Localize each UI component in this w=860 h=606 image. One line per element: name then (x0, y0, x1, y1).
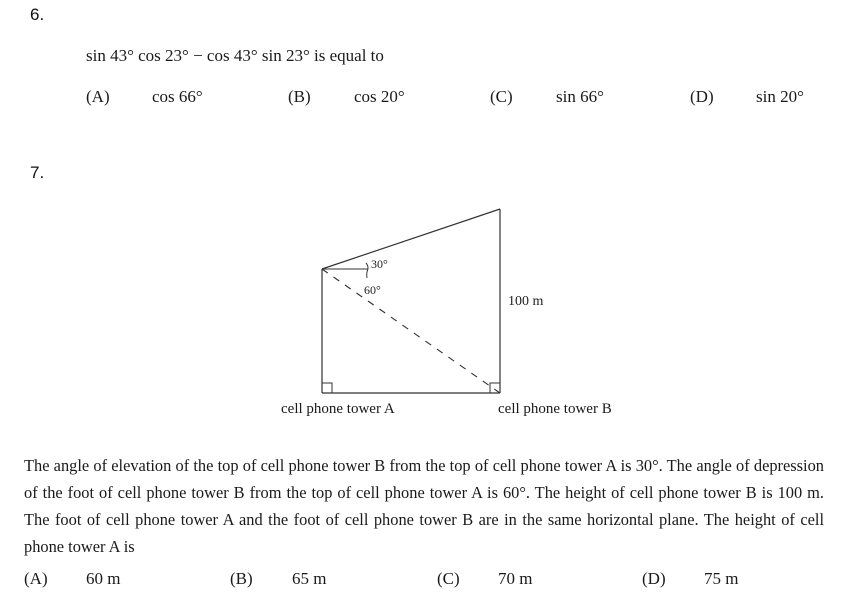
question-6-stem: sin 43° cos 23° − cos 43° sin 23° is equal to (86, 46, 384, 65)
angle-depression-label: 60° (364, 283, 381, 297)
q7-option-b-label: (B) (230, 569, 253, 588)
question-7-stem: The angle of elevation of the top of cell phone tower B from the top of cell phone tower A is 30°. The angle of depression of the foot of cell phone tower B from the top of cell phone tower A is 60°. The height of cell phone tower B is 100 m. The foot of cell phone tower A and the foot of cell phone tower B are in the same horizontal plane. The height of cell phone tower A is (24, 456, 824, 556)
elevation-sight-line (322, 209, 500, 269)
q6-option-b-label: (B) (288, 87, 311, 106)
depression-sight-line (322, 269, 500, 393)
q6-option-c-label: (C) (490, 87, 513, 106)
tower-b-label: cell phone tower B (498, 401, 612, 417)
q6-option-a-label: (A) (86, 87, 110, 106)
right-angle-marker-a (322, 383, 332, 393)
q6-option-d-label: (D) (690, 87, 714, 106)
angle-elevation-label: 30° (371, 257, 388, 271)
q7-option-a-label: (A) (24, 569, 48, 588)
height-label: 100 m (508, 294, 544, 309)
q7-option-c-label: (C) (437, 569, 460, 588)
question-7-number: 7. (30, 163, 45, 182)
q7-option-b-text: 65 m (292, 569, 327, 588)
q6-option-d-text: sin 20° (756, 87, 804, 106)
q6-option-a-text: cos 66° (152, 87, 203, 106)
q7-option-d-text: 75 m (704, 569, 739, 588)
q7-option-d-label: (D) (642, 569, 666, 588)
q7-option-c-text: 70 m (498, 569, 533, 588)
question-6-number: 6. (30, 5, 45, 24)
tower-a-label: cell phone tower A (281, 401, 395, 417)
elevation-angle-arc (366, 263, 368, 269)
q6-option-c-text: sin 66° (556, 87, 604, 106)
depression-angle-arc (367, 269, 368, 278)
q7-option-a-text: 60 m (86, 569, 121, 588)
q6-option-b-text: cos 20° (354, 87, 405, 106)
